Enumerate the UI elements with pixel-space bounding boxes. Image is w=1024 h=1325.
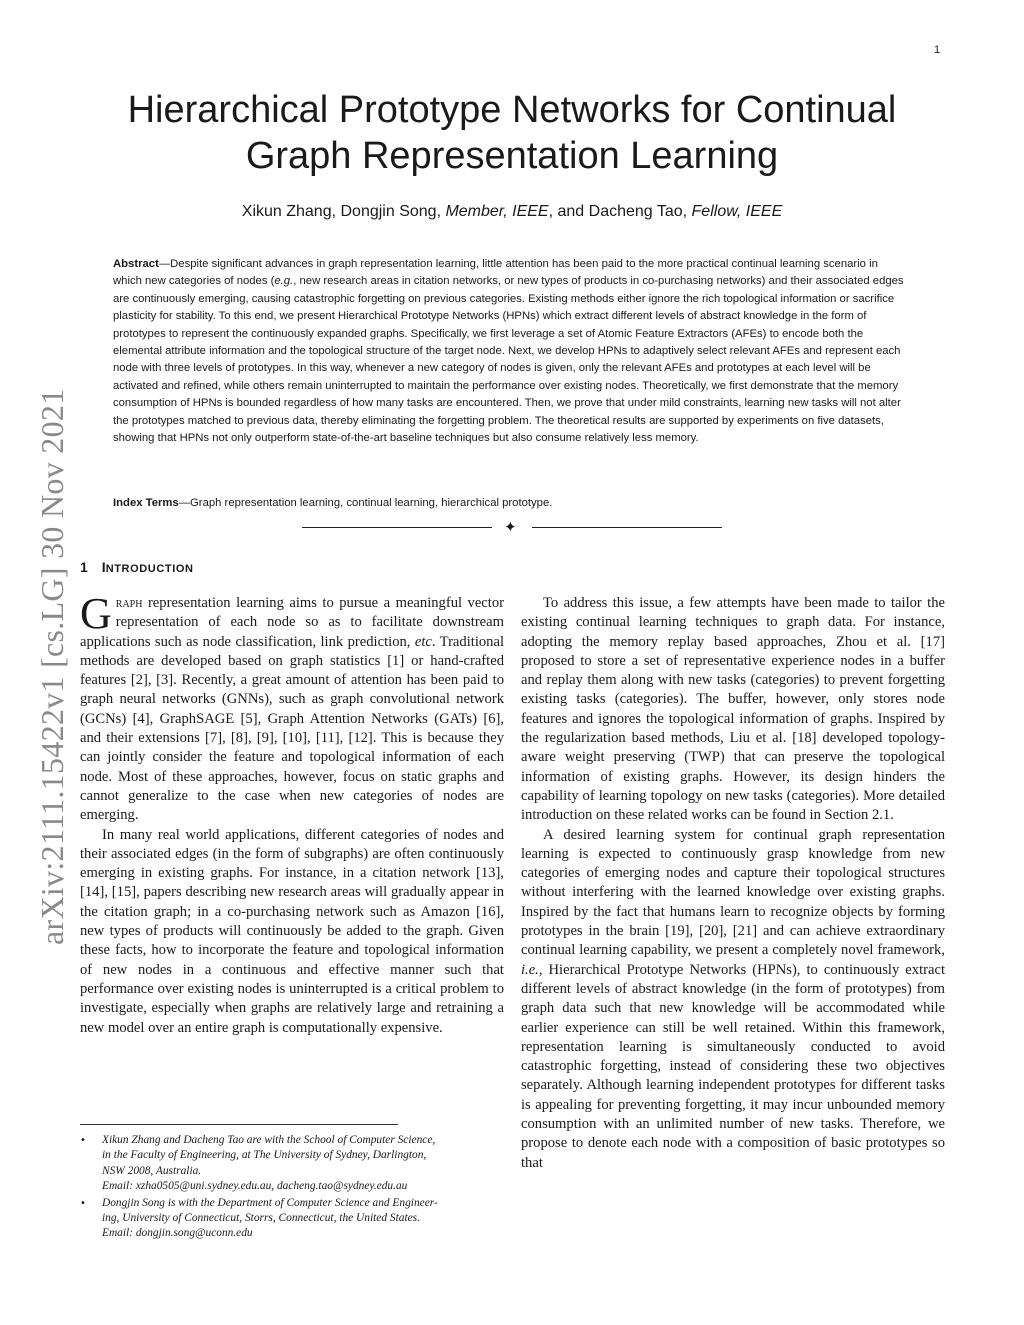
author-role-2: Fellow, IEEE — [691, 203, 783, 220]
footnote-line: Xikun Zhang and Dacheng Tao are with the School of Computer Science, — [102, 1134, 436, 1146]
author-role-1: Member, IEEE — [445, 203, 549, 220]
abstract-label: Abstract — [113, 258, 159, 270]
footnote-line: Email: xzha0505@uni.sydney.edu.au, dacheng.tao@sydney.edu.au — [102, 1180, 408, 1193]
divider-star-icon: ✦ — [504, 518, 517, 536]
paragraph: To address this issue, a few attempts have been made to tailor the existing continual learning techniques to graph data. For instance, adopting the memory replay based approaches, Zhou et al. [17] proposed to store a set of representative experience nodes in a buffer and replay them along with new tasks (categories) to prevent forgetting existing tasks (categories). The buffer, however, only stores node features and ignores the topological information of graphs. Inspired by the regularization based methods, Liu et al. [18] developed topology-aware weight preserving (TWP) that can preserve the topological information of existing graphs. However, its design hinders the capability of learning topology on new tasks (categories). More detailed introduction on these related works can be found in Section 2.1. — [521, 595, 945, 824]
abstract-eg: e.g. — [274, 275, 294, 288]
paragraph-text: representation learning aims to pursue a meaningful vector representation of each node so as to facilitate downstream applications such as node classification, link prediction, — [80, 595, 504, 650]
footnote-item — [80, 1196, 504, 1242]
footnote-line: NSW 2008, Australia. — [102, 1164, 202, 1177]
paragraph-italic: i.e. — [521, 961, 539, 978]
paper-title-line-1: Hierarchical Prototype Networks for Continual — [127, 89, 897, 131]
paragraph-text: . Traditional methods are developed based on graph statistics [1] or hand-crafted features [2], [3]. Recently, a great amount of attention has been paid to graph neural networks (GNNs), such as graph convolutional network (GCNs) [4], GraphSAGE [5], Graph Attention Networks (GATs) [6], and their extensions [7], [8], [9], [10], [11], [12]. This is because they can jointly consider the feature and topological information of each node. Most of these approaches, however, focus on static graphs and cannot generalize to the case when new categories of nodes are emerging. — [80, 633, 504, 824]
authors-part-1: Xikun Zhang, Dongjin Song, — [241, 203, 446, 220]
footnote-item — [80, 1133, 504, 1195]
paragraph — [521, 826, 945, 1173]
author-list — [80, 203, 944, 221]
page-number: 1 — [934, 44, 941, 56]
bullet-icon: • — [80, 1135, 86, 1146]
footnote-line: Email: dongjin.song@uconn.edu — [102, 1227, 253, 1240]
section-number: 1 — [80, 559, 88, 575]
paragraph-text: , Hierarchical Prototype Networks (HPNs), to continuously extract different levels of abstract knowledge (in the form of prototypes) from graph data such that new knowledge will be accommodated while earlier experience can still be well retained. Within this framework, representation learning is simultaneously conducted to avoid catastrophic forgetting, instead of considering these two objectives separately. Although learning independent prototypes for different tasks is appealing for preventing forgetting, it may incur unbounded memory consumption with an unlimited number of new tasks. Therefore, we propose to denote each node with a composition of basic prototypes so that — [521, 961, 945, 1171]
footnote-rule — [80, 1124, 398, 1125]
paragraph — [80, 589, 504, 826]
paragraph: In many real world applications, different categories of nodes and their associated edges (in the form of subgraphs) are often continuously emerging in existing graphs. For instance, in a citation network [13], [14], [15], papers describing new research areas will gradually appear in the citation graph; in a co-purchasing network such as Amazon [16], new types of products will continuously be added to the graph. Given these facts, how to incorporate the feature and topological information of new nodes in a continuous and effective manner such that performance over existing nodes is uninterrupted is a critical problem to investigate, especially when graphs are relatively large and retraining a new model over an entire graph is computationally expensive. — [80, 826, 504, 1036]
footnote-line: Dongjin Song is with the Department of Computer Science and Engineer- — [102, 1196, 438, 1209]
authors-part-2: , and Dacheng Tao, — [548, 203, 692, 220]
abstract — [113, 256, 909, 447]
arxiv-identifier-stamp: arXiv:2111.15422v1 [cs.LG] 30 Nov 2021 — [34, 388, 70, 945]
bullet-icon: • — [80, 1197, 86, 1209]
abstract-text-2: , new research areas in citation networks, or new types of products in co-purchasing networks) and their associated edges are continuously emerging, causing catastrophic forgetting on previous categories. Existing methods either ignore the rich topological information or sacrifice plasticity for stability. To this end, we present Hierarchical Prototype Networks (HPNs) which extract different levels of abstract knowledge in the form of prototypes to represent the continuously expanded graphs. Specifically, we first leverage a set of Atomic Feature Extractors (AFEs) to encode both the elemental attribute information and the topological structure of the target node. Next, we develop HPNs to adaptively select relevant AFEs and represent each node with three levels of prototypes. In this way, whenever a new category of nodes is given, only the relevant AFEs and prototypes at each level will be activated and refined, while others remain uninterrupted to maintain the performance over existing nodes. Theoretically, we first demonstrate that the memory consumption of HPNs is bounded regardless of how many tasks are encountered. Then, we prove that under mild constraints, learning new tasks will not alter the prototypes matched to previous data, thereby eliminating the forgetting problem. The theoretical results are supported by experiments on five datasets, showing that HPNs not only outperform state-of-the-art baseline techniques but also consume relatively less memory. — [113, 275, 904, 445]
small-caps-word: raph — [115, 595, 143, 611]
footnotes — [80, 1133, 504, 1243]
drop-cap: G — [80, 589, 112, 638]
paper-title — [80, 87, 944, 179]
section-title-initial: I — [101, 559, 106, 575]
index-terms-text: —Graph representation learning, continual learning, hierarchical prototype. — [178, 497, 553, 509]
paragraph-text: A desired learning system for continual graph representation learning is expected to continuously grasp knowledge from new categories of emerging nodes and capture their topological structures without interfering with the learned knowledge over existing graphs. Inspired by the fact that humans learn to recognize objects by forming prototypes in the brain [19], [20], [21] and can achieve extraordinary continual learning capability, we present a completely novel framework, — [521, 826, 945, 959]
index-terms — [113, 495, 909, 512]
right-column — [521, 594, 945, 1173]
footnote-line: in the Faculty of Engineering, at The University of Sydney, Darlington, — [102, 1149, 427, 1162]
divider-rule-left — [302, 527, 492, 528]
abstract-text-1: —Despite significant advances in graph representation learning, little attention has been paid to the more practical continual learning scenario in which new categories of nodes ( — [113, 258, 878, 288]
section-heading-introduction — [80, 559, 194, 575]
index-terms-label: Index Terms — [113, 497, 179, 509]
paragraph-italic: etc — [414, 633, 432, 650]
section-title-rest: NTRODUCTION — [105, 563, 194, 575]
footnote-line: ing, University of Connecticut, Storrs, Connecticut, the United States. — [102, 1212, 420, 1225]
left-column — [80, 589, 504, 1038]
divider-rule-right — [532, 527, 722, 528]
paper-title-line-2: Graph Representation Learning — [245, 135, 779, 177]
